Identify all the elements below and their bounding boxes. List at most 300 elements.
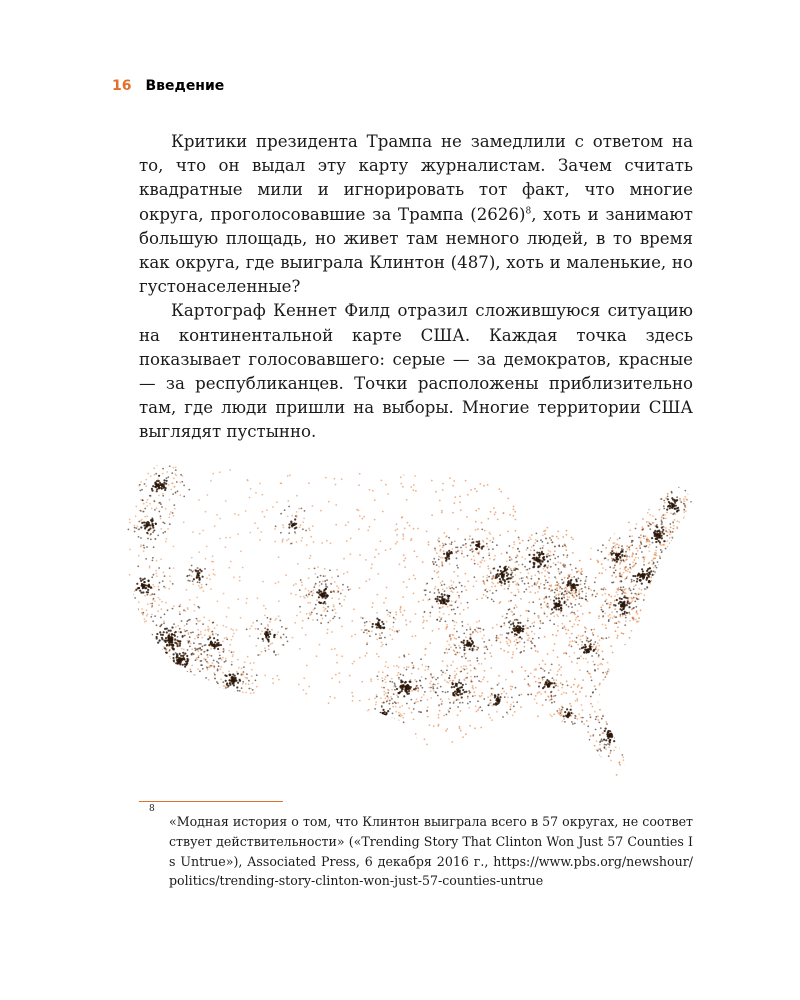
map-dot — [548, 596, 550, 598]
map-dot — [655, 715, 657, 717]
map-dot — [366, 652, 368, 654]
map-dot — [425, 747, 427, 749]
map-dot — [441, 670, 443, 672]
map-dot — [654, 571, 656, 573]
map-dot — [511, 576, 513, 578]
map-dot — [187, 649, 189, 651]
map-dot — [555, 608, 557, 610]
map-dot — [219, 518, 221, 520]
map-dot — [447, 606, 449, 608]
map-dot — [317, 576, 319, 578]
map-dot — [566, 604, 568, 606]
map-dot — [529, 755, 531, 757]
map-dot — [163, 631, 165, 633]
map-dot — [663, 555, 665, 557]
map-dot — [509, 584, 511, 586]
map-dot — [692, 489, 694, 491]
map-dot — [441, 561, 443, 563]
map-dot — [424, 691, 426, 693]
map-dot — [375, 726, 377, 728]
map-dot — [460, 666, 462, 668]
map-dot — [354, 759, 356, 761]
map-dot — [424, 738, 426, 740]
map-dot — [239, 576, 241, 578]
map-dot — [263, 748, 265, 750]
map-dot — [168, 630, 170, 632]
map-dot — [634, 601, 636, 603]
map-dot — [570, 564, 572, 566]
map-dot — [564, 627, 566, 629]
map-dot — [576, 637, 578, 639]
map-dot — [371, 732, 373, 734]
map-dot — [438, 576, 440, 578]
map-dot — [299, 648, 301, 650]
map-dot — [211, 655, 213, 657]
map-dot — [626, 604, 628, 606]
map-dot — [196, 659, 198, 661]
map-dot — [180, 674, 182, 676]
map-dot — [588, 455, 590, 457]
map-dot — [659, 735, 661, 737]
map-dot — [239, 690, 241, 692]
map-dot — [368, 630, 370, 632]
map-dot — [639, 457, 641, 459]
map-dot — [490, 776, 492, 778]
map-dot — [588, 455, 590, 457]
map-dot — [610, 602, 612, 604]
map-dot — [622, 591, 624, 593]
map-dot — [374, 697, 376, 699]
map-dot — [194, 648, 196, 650]
map-dot — [138, 555, 140, 557]
map-dot — [447, 666, 449, 668]
map-dot — [518, 538, 520, 540]
map-dot — [682, 553, 684, 555]
map-dot — [661, 740, 663, 742]
map-dot — [141, 608, 143, 610]
map-dot — [416, 750, 418, 752]
map-dot — [287, 475, 289, 477]
map-dot — [442, 588, 444, 590]
map-dot — [234, 770, 236, 772]
map-dot — [173, 567, 175, 569]
map-dot — [380, 540, 382, 542]
map-dot — [636, 598, 638, 600]
map-dot — [384, 457, 386, 459]
map-dot — [133, 658, 135, 660]
map-dot — [702, 722, 704, 724]
map-dot — [704, 618, 706, 620]
map-dot — [612, 617, 614, 619]
map-dot — [523, 650, 525, 652]
map-dot — [140, 621, 142, 623]
map-dot — [178, 662, 180, 664]
map-dot — [151, 614, 153, 616]
map-dot — [274, 541, 276, 543]
map-dot — [200, 653, 202, 655]
map-dot — [655, 541, 657, 543]
map-dot — [379, 633, 381, 635]
map-dot — [657, 570, 659, 572]
map-dot — [197, 651, 199, 653]
map-dot — [633, 559, 635, 561]
map-dot — [668, 474, 670, 476]
map-dot — [293, 584, 295, 586]
map-dot — [186, 620, 188, 622]
map-dot — [633, 588, 635, 590]
map-dot — [617, 594, 619, 596]
map-dot — [201, 637, 203, 639]
map-dot — [154, 593, 156, 595]
map-dot — [618, 689, 620, 691]
map-dot — [590, 676, 592, 678]
map-dot — [629, 637, 631, 639]
map-dot — [413, 708, 415, 710]
map-dot — [386, 724, 388, 726]
map-dot — [637, 550, 639, 552]
map-dot — [506, 568, 508, 570]
map-dot — [607, 532, 609, 534]
map-dot — [172, 512, 174, 514]
map-dot — [465, 666, 467, 668]
map-dot — [499, 634, 501, 636]
map-dot — [134, 612, 136, 614]
map-dot — [642, 529, 644, 531]
map-dot — [143, 468, 145, 470]
map-dot — [387, 717, 389, 719]
map-dot — [491, 586, 493, 588]
map-dot — [150, 539, 152, 541]
map-dot — [598, 654, 600, 656]
map-dot — [666, 535, 668, 537]
map-dot — [417, 687, 419, 689]
map-dot — [156, 636, 158, 638]
map-dot — [347, 586, 349, 588]
map-dot — [494, 732, 496, 734]
map-dot — [496, 635, 498, 637]
map-dot — [457, 694, 459, 696]
map-dot — [437, 775, 439, 777]
map-dot — [592, 632, 594, 634]
map-dot — [436, 619, 438, 621]
map-dot — [648, 460, 650, 462]
map-dot — [462, 745, 464, 747]
map-dot — [563, 554, 565, 556]
map-dot — [194, 638, 196, 640]
map-dot — [297, 563, 299, 565]
map-dot — [190, 632, 192, 634]
map-dot — [241, 724, 243, 726]
map-dot — [616, 692, 618, 694]
map-dot — [441, 701, 443, 703]
map-dot — [153, 659, 155, 661]
map-dot — [180, 662, 182, 664]
map-dot — [659, 577, 661, 579]
map-dot — [611, 558, 613, 560]
map-dot — [452, 661, 454, 663]
map-dot — [503, 782, 505, 784]
map-dot — [467, 580, 469, 582]
map-dot — [329, 696, 331, 698]
map-dot — [552, 634, 554, 636]
map-dot — [516, 642, 518, 644]
map-dot — [519, 578, 521, 580]
map-dot — [661, 459, 663, 461]
map-dot — [135, 623, 137, 625]
map-dot — [538, 617, 540, 619]
map-dot — [406, 703, 408, 705]
map-dot — [235, 680, 237, 682]
map-dot — [144, 623, 146, 625]
map-dot — [398, 678, 400, 680]
map-dot — [508, 581, 510, 583]
map-dot — [134, 590, 136, 592]
map-dot — [578, 603, 580, 605]
map-dot — [695, 455, 697, 457]
map-dot — [540, 489, 542, 491]
map-dot — [298, 771, 300, 773]
map-dot — [481, 692, 483, 694]
map-dot — [255, 728, 257, 730]
map-dot — [626, 612, 628, 614]
map-dot — [480, 465, 482, 467]
map-dot — [196, 648, 198, 650]
map-dot — [663, 557, 665, 559]
map-dot — [465, 480, 467, 482]
map-dot — [685, 726, 687, 728]
map-dot — [367, 463, 369, 465]
map-dot — [515, 595, 517, 597]
map-dot — [578, 657, 580, 659]
map-dot — [454, 613, 456, 615]
map-dot — [552, 496, 554, 498]
map-dot — [544, 636, 546, 638]
map-dot — [209, 694, 211, 696]
map-dot — [403, 721, 405, 723]
map-dot — [407, 522, 409, 524]
map-dot — [446, 763, 448, 765]
map-dot — [670, 527, 672, 529]
map-dot — [563, 460, 565, 462]
map-dot — [614, 608, 616, 610]
map-dot — [298, 684, 300, 686]
map-dot — [270, 643, 272, 645]
map-dot — [537, 571, 539, 573]
map-dot — [395, 738, 397, 740]
map-dot — [372, 602, 374, 604]
map-dot — [244, 705, 246, 707]
map-dot — [369, 621, 371, 623]
map-dot — [239, 680, 241, 682]
map-dot — [155, 663, 157, 665]
map-dot — [143, 550, 145, 552]
map-dot — [242, 691, 244, 693]
map-dot — [402, 717, 404, 719]
map-dot — [155, 523, 157, 525]
map-dot — [667, 531, 669, 533]
map-dot — [278, 581, 280, 583]
map-dot — [437, 687, 439, 689]
map-dot — [232, 629, 234, 631]
map-dot — [658, 656, 660, 658]
map-dot — [462, 756, 464, 758]
map-dot — [486, 646, 488, 648]
map-dot — [521, 577, 523, 579]
map-dot — [226, 639, 228, 641]
map-dot — [467, 697, 469, 699]
map-dot — [457, 706, 459, 708]
map-dot — [629, 564, 631, 566]
map-dot — [144, 508, 146, 510]
map-dot — [585, 658, 587, 660]
map-dot — [685, 630, 687, 632]
map-dot — [598, 484, 600, 486]
map-dot — [649, 724, 651, 726]
map-dot — [595, 485, 597, 487]
map-dot — [306, 544, 308, 546]
map-dot — [343, 573, 345, 575]
map-dot — [509, 640, 511, 642]
map-dot — [506, 641, 508, 643]
map-dot — [144, 665, 146, 667]
map-dot — [545, 766, 547, 768]
map-dot — [541, 765, 543, 767]
map-dot — [144, 578, 146, 580]
map-dot — [384, 637, 386, 639]
map-dot — [363, 632, 365, 634]
map-dot — [307, 596, 309, 598]
map-dot — [703, 668, 705, 670]
map-dot — [255, 680, 257, 682]
map-dot — [187, 608, 189, 610]
map-dot — [647, 709, 649, 711]
map-dot — [457, 575, 459, 577]
map-dot — [177, 750, 179, 752]
map-dot — [229, 674, 231, 676]
map-dot — [529, 460, 531, 462]
map-dot — [593, 629, 595, 631]
map-dot — [327, 610, 329, 612]
map-dot — [631, 579, 633, 581]
map-dot — [250, 488, 252, 490]
map-dot — [655, 550, 657, 552]
map-dot — [684, 604, 686, 606]
map-dot — [528, 751, 530, 753]
map-dot — [635, 619, 637, 621]
map-dot — [183, 485, 185, 487]
map-dot — [679, 498, 681, 500]
map-dot — [648, 547, 650, 549]
map-dot — [391, 698, 393, 700]
map-dot — [470, 676, 472, 678]
map-dot — [565, 629, 567, 631]
map-dot — [385, 682, 387, 684]
map-dot — [323, 607, 325, 609]
map-dot — [563, 588, 565, 590]
map-dot — [572, 539, 574, 541]
map-dot — [563, 582, 565, 584]
map-dot — [192, 531, 194, 533]
map-dot — [560, 666, 562, 668]
map-dot — [333, 590, 335, 592]
map-dot — [562, 564, 564, 566]
map-dot — [306, 665, 308, 667]
map-dot — [148, 664, 150, 666]
map-dot — [616, 783, 618, 785]
map-dot — [576, 529, 578, 531]
map-dot — [693, 649, 695, 651]
map-dot — [476, 491, 478, 493]
map-dot — [160, 677, 162, 679]
map-dot — [577, 624, 579, 626]
map-dot — [448, 709, 450, 711]
map-dot — [562, 467, 564, 469]
map-dot — [425, 678, 427, 680]
map-dot — [233, 684, 235, 686]
map-dot — [441, 703, 443, 705]
map-dot — [605, 624, 607, 626]
footnote-ref[interactable]: 8 — [525, 206, 532, 217]
map-dot — [470, 489, 472, 491]
map-dot — [558, 775, 560, 777]
map-dot — [406, 666, 408, 668]
map-dot — [616, 622, 618, 624]
map-dot — [207, 656, 209, 658]
map-dot — [247, 656, 249, 658]
map-dot — [320, 510, 322, 512]
map-dot — [454, 677, 456, 679]
map-dot — [409, 525, 411, 527]
map-dot — [473, 691, 475, 693]
map-dot — [439, 710, 441, 712]
map-dot — [583, 468, 585, 470]
map-dot — [381, 716, 383, 718]
map-dot — [201, 660, 203, 662]
map-dot — [615, 498, 617, 500]
map-dot — [653, 567, 655, 569]
map-dot — [445, 603, 447, 605]
map-dot — [442, 671, 444, 673]
map-dot — [660, 783, 662, 785]
map-dot — [331, 677, 333, 679]
map-dot — [171, 637, 173, 639]
map-dot — [131, 654, 133, 656]
map-dot — [135, 506, 137, 508]
map-dot — [521, 556, 523, 558]
map-dot — [449, 588, 451, 590]
map-dot — [356, 749, 358, 751]
map-dot — [542, 547, 544, 549]
map-dot — [300, 719, 302, 721]
map-dot — [383, 602, 385, 604]
map-dot — [645, 489, 647, 491]
map-dot — [182, 664, 184, 666]
map-dot — [511, 686, 513, 688]
map-dot — [411, 662, 413, 664]
map-dot — [518, 747, 520, 749]
map-dot — [389, 634, 391, 636]
map-dot — [204, 634, 206, 636]
map-dot — [207, 626, 209, 628]
map-dot — [640, 534, 642, 536]
map-dot — [564, 492, 566, 494]
map-dot — [347, 571, 349, 573]
map-dot — [378, 713, 380, 715]
map-dot — [168, 679, 170, 681]
map-dot — [527, 572, 529, 574]
map-dot — [239, 747, 241, 749]
map-dot — [178, 644, 180, 646]
